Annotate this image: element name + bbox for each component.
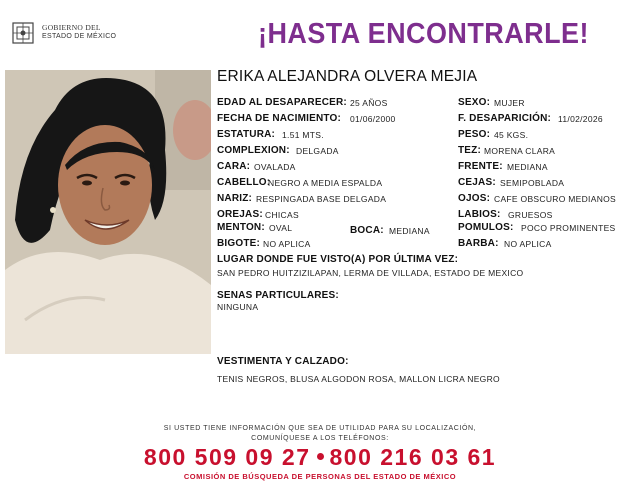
desaparicion-value: 11/02/2026 — [558, 114, 603, 124]
sexo-label: SEXO: — [458, 97, 491, 108]
phone-number-1[interactable]: 800 509 09 27 — [143, 444, 311, 470]
cabello-value: NEGRO A MEDIA ESPALDA — [268, 178, 383, 188]
peso-label: PESO: — [458, 129, 491, 140]
frente-value: MEDIANA — [507, 162, 548, 172]
government-logo — [8, 20, 118, 46]
peso-value: 45 KGS. — [494, 130, 529, 140]
contact-note-line-1: SI USTED TIENE INFORMACIÓN QUE SEA DE UTILIDAD PARA SU LOCALIZACIÓN, — [163, 425, 477, 432]
senas-value: NINGUNA — [217, 302, 259, 312]
commission-name: COMISIÓN DE BÚSQUEDA DE PERSONAS DEL ESTADO DE MÉXICO — [183, 472, 457, 481]
contact-note-line-2: COMUNÍQUESE A LOS TELÉFONOS: — [251, 435, 389, 442]
state-seal-icon — [10, 20, 36, 46]
lugar-label: LUGAR DONDE FUE VISTO(A) POR ÚLTIMA VEZ: — [217, 254, 459, 265]
phone-numbers — [0, 444, 640, 471]
gov-line-1: GOBIERNO DEL — [42, 23, 101, 32]
bigote-value: NO APLICA — [263, 239, 311, 249]
complexion-value: DELGADA — [296, 146, 339, 156]
edad-label: EDAD AL DESAPARECER: — [217, 97, 347, 108]
gov-line-2: ESTADO DE MÉXICO — [42, 33, 117, 40]
lugar-value: SAN PEDRO HUITZIZILAPAN, LERMA DE VILLADA, ESTADO DE MEXICO — [217, 268, 524, 278]
person-name: ERIKA ALEJANDRA OLVERA MEJIA — [217, 68, 478, 85]
complexion-label: COMPLEXION: — [217, 145, 290, 156]
portrait-illustration — [5, 70, 211, 354]
nariz-value: RESPINGADA BASE DELGADA — [256, 194, 387, 204]
senas-label: SENAS PARTICULARES: — [217, 290, 339, 301]
cejas-value: SEMIPOBLADA — [500, 178, 565, 188]
nacimiento-label: FECHA DE NACIMIENTO: — [217, 113, 341, 124]
boca-value: MEDIANA — [389, 226, 430, 236]
vestimenta-value: TENIS NEGROS, BLUSA ALGODON ROSA, MALLON LICRA NEGRO — [217, 374, 500, 384]
nariz-label: NARIZ: — [217, 193, 253, 204]
ojos-value: CAFE OBSCURO MEDIANOS — [494, 194, 617, 204]
menton-label: MENTON: — [217, 222, 265, 233]
cabello-label: CABELLO: — [217, 177, 271, 188]
orejas-value: CHICAS — [265, 210, 299, 220]
ojos-label: OJOS: — [458, 193, 491, 204]
missing-person-photo — [5, 70, 211, 354]
barba-value: NO APLICA — [504, 239, 552, 249]
estatura-label: ESTATURA: — [217, 129, 276, 140]
nacimiento-value: 01/06/2000 — [350, 114, 396, 124]
labios-label: LABIOS: — [458, 209, 501, 220]
vestimenta-label: VESTIMENTA Y CALZADO: — [217, 356, 349, 367]
desaparicion-label: F. DESAPARICIÓN: — [458, 113, 552, 124]
menton-value: OVAL — [269, 223, 293, 233]
phone-number-2[interactable]: 800 216 03 61 — [329, 444, 497, 470]
orejas-label: OREJAS: — [217, 209, 263, 220]
barba-label: BARBA: — [458, 238, 499, 249]
sexo-value: MUJER — [494, 98, 525, 108]
cara-label: CARA: — [217, 161, 251, 172]
bullet-dot-icon — [317, 453, 324, 460]
tez-value: MORENA CLARA — [484, 146, 556, 156]
estatura-value: 1.51 MTS. — [282, 130, 324, 140]
pomulos-label: POMULOS: — [458, 222, 514, 233]
edad-value: 25 AÑOS — [350, 98, 388, 108]
pomulos-value: POCO PROMINENTES — [521, 223, 616, 233]
bigote-label: BIGOTE: — [217, 238, 261, 249]
frente-label: FRENTE: — [458, 161, 503, 172]
boca-label: BOCA: — [350, 225, 384, 236]
tez-label: TEZ: — [458, 145, 482, 156]
labios-value: GRUESOS — [508, 210, 553, 220]
cara-value: OVALADA — [254, 162, 296, 172]
headline: ¡HASTA ENCONTRARLE! — [258, 18, 589, 50]
cejas-label: CEJAS: — [458, 177, 496, 188]
